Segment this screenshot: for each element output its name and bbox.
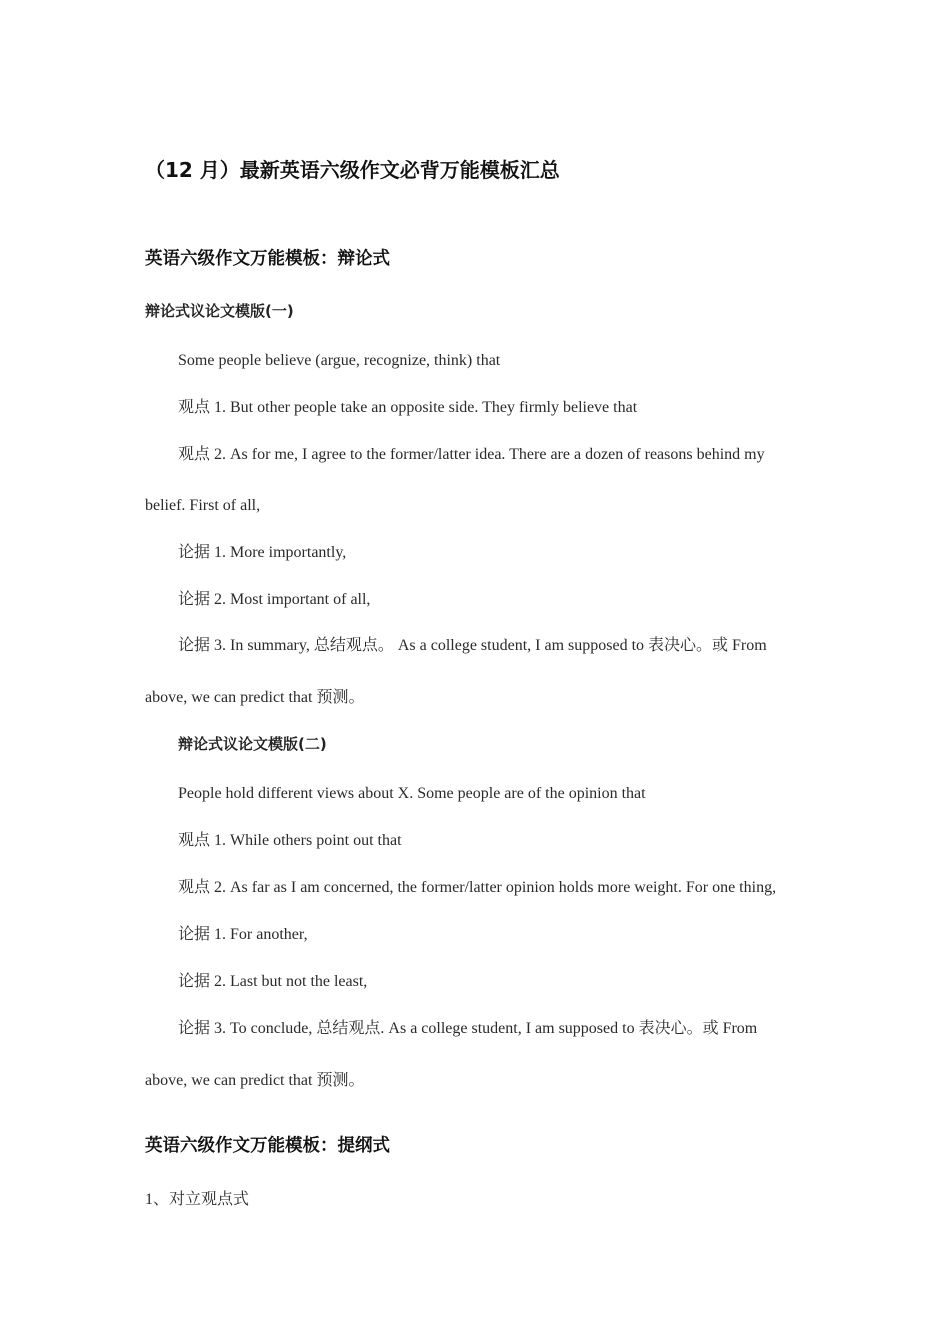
section-heading-outline: 英语六级作文万能模板：提纲式	[145, 1136, 390, 1156]
subsection-heading-debate-2: 辩论式议论文模版(二)	[178, 735, 327, 753]
paragraph-line: 观点 1. While others point out that	[178, 832, 402, 849]
paragraph-line: 论据 3. To conclude, 总结观点. As a college student, I am supposed to 表决心。或 From	[178, 1020, 758, 1037]
paragraph-line: 论据 1. For another,	[178, 926, 308, 943]
paragraph-line: 论据 3. In summary, 总结观点。 As a college student, I am supposed to 表决心。或 From	[178, 637, 767, 654]
paragraph-line: 1、对立观点式	[145, 1191, 250, 1208]
paragraph-line: above, we can predict that 预测。	[145, 1072, 365, 1089]
subsection-heading-debate-1: 辩论式议论文模版(一)	[145, 302, 294, 320]
paragraph-line: 论据 2. Last but not the least,	[178, 973, 368, 990]
section-heading-debate: 英语六级作文万能模板：辩论式	[145, 249, 390, 269]
paragraph-line: People hold different views about X. Some people are of the opinion that	[178, 785, 646, 802]
paragraph-line: belief. First of all,	[145, 497, 261, 514]
paragraph-line: 观点 2. As far as I am concerned, the former/latter opinion holds more weight. For one thing,	[178, 879, 777, 896]
paragraph-line: Some people believe (argue, recognize, think) that	[178, 352, 501, 369]
paragraph-line: 观点 2. As for me, I agree to the former/latter idea. There are a dozen of reasons behind my	[178, 446, 765, 463]
document-title: （12 月）最新英语六级作文必背万能模板汇总	[145, 158, 560, 182]
paragraph-line: 观点 1. But other people take an opposite side. They firmly believe that	[178, 399, 638, 416]
paragraph-line: 论据 2. Most important of all,	[178, 591, 371, 608]
paragraph-line: above, we can predict that 预测。	[145, 689, 365, 706]
paragraph-line: 论据 1. More importantly,	[178, 544, 347, 561]
